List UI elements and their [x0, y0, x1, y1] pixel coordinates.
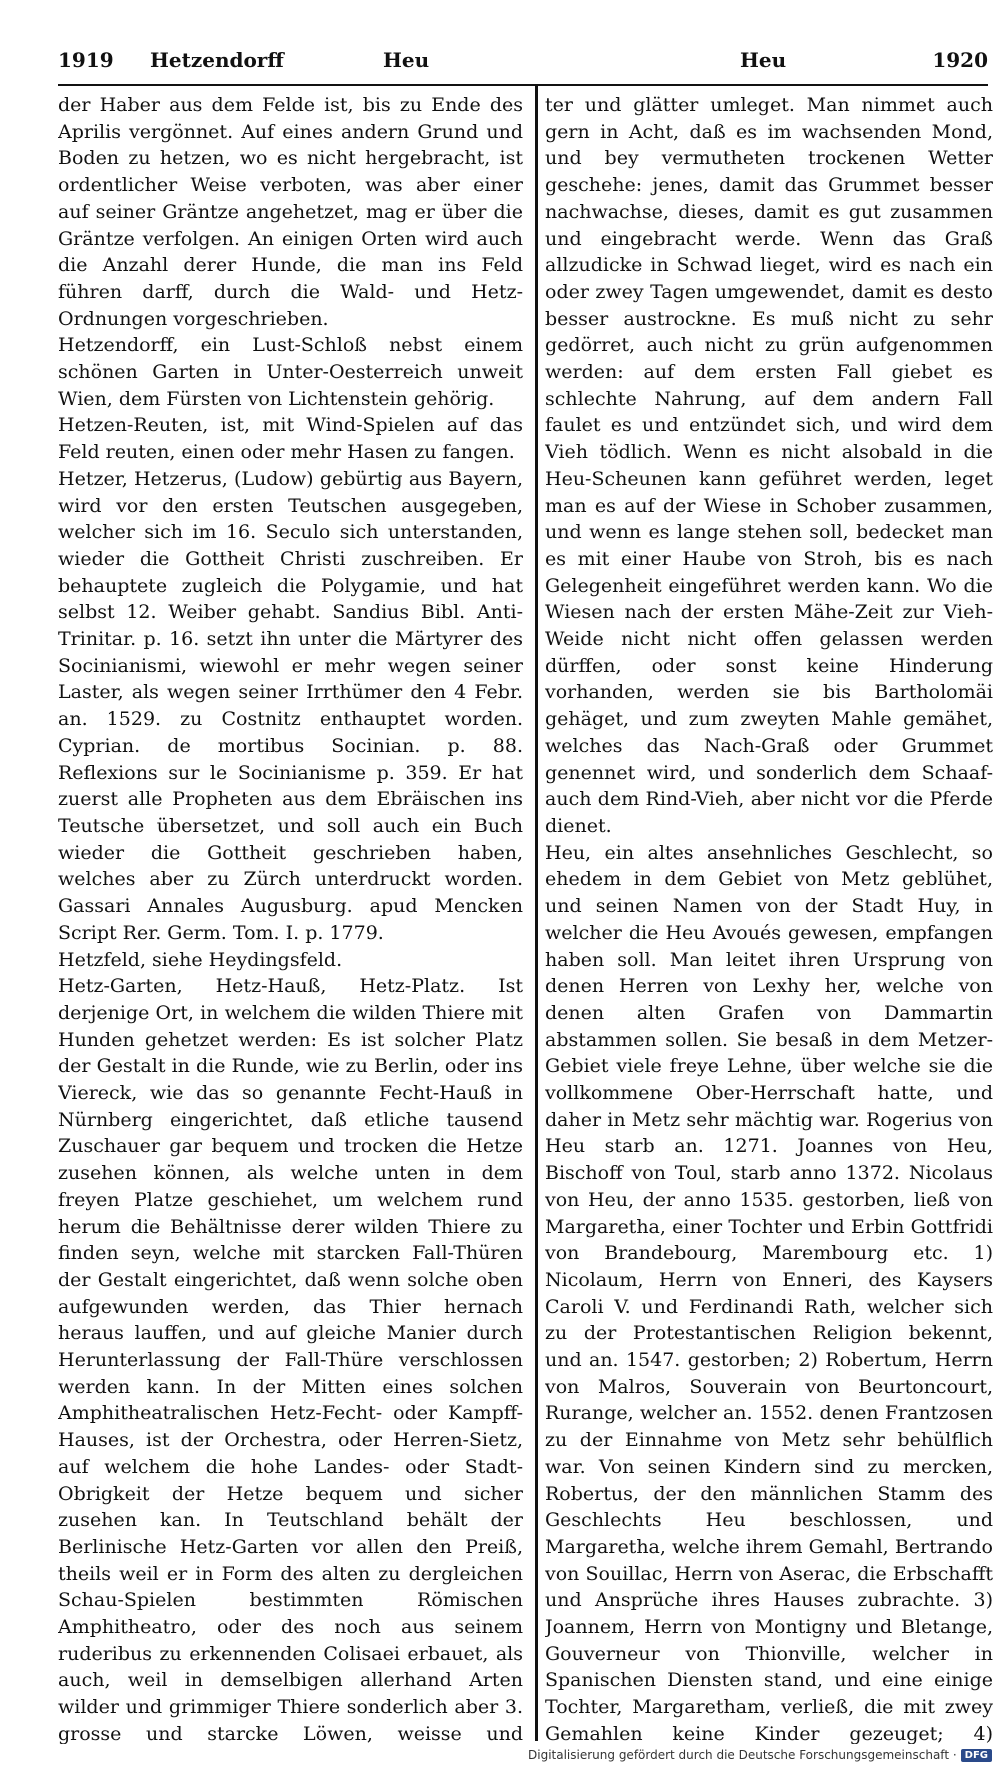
left-paragraph-3: Hetzer, Hetzerus, (Ludow) gebürtig aus Bayern, wird vor den ersten Teutschen ausgegeben, welcher sich im 16. Seculo sich unterstanden, wieder die Gottheit Christi zuschreiben. Er behauptete zugleich die Polygamie, und hat selbst 12. Weiber gehabt. Sandius Bibl. Anti-Trinitar. p. 16. setzt ihn unter die Märtyrer des Socinianismi, wiewohl er mehr wegen seiner Laster, als wegen seiner Irrthümer den 4 Febr. an. 1529. zu Costnitz enthauptet worden. Cyprian. de mortibus Socinian. p. 88. Reflexions sur le Socinianisme p. 359. Er hat zuerst alle Propheten aus dem Ebräischen ins Teutsche übersetzet, und soll auch ein Buch wieder die Gottheit geschrieben haben, welches aber zu Zürch unterdruckt worden. Gassari Annales Augusburg. apud Mencken Script Rer. Germ. Tom. I. p. 1779. — [58, 467, 523, 944]
catchword-right: Heu — [740, 48, 787, 72]
catchword-left-1: Hetzendorff — [150, 48, 284, 72]
left-paragraph-4: Hetzfeld, siehe Heydingsfeld. — [58, 948, 343, 971]
left-paragraph-2: Hetzen-Reuten, ist, mit Wind-Spielen auf das Feld reuten, einen oder mehr Hasen zu fangen. — [58, 414, 523, 464]
dfg-logo-icon: DFG — [961, 1749, 992, 1762]
page-number-left: 1919 — [58, 48, 114, 72]
right-paragraph-1: Heu, ein altes ansehnliches Geschlecht, so ehedem in dem Gebiet von Metz geblühet, und seinen Namen von der Stadt Huy, in welcher die Heu Avoués gewesen, empfangen haben soll. Man leitet ihren Ursprung von denen Herren von Lexhy her, welche von denen alten Grafen von Dammartin abstammen sollen. Sie besaß in dem Metzer-Gebiet viele freye Lehne, über welche sie die vollkommene Ober-Herrschaft hatte, und daher in Metz sehr mächtig war. Rogerius von Heu starb an. 1271. Joannes von Heu, Bischoff von Toul, starb anno 1372. Nicolaus von Heu, der anno 1535. gestorben, ließ von Margaretha, einer Tochter und Erbin Gottfridi von Brandebourg, Marembourg etc. 1) Nicolaum, Herrn von Enneri, des Kaysers Caroli V. und Ferdinandi Rath, welcher sich zu der Protestantischen Religion bekennt, und an. 1547. gestorben; 2) Robertum, Herrn von Malros, Souverain von Beurtoncourt, Rurange, welcher an. 1552. denen Frantzosen zu der Einnahme von Metz sehr behülflich war. Von seinen Kindern sind zu mercken, Robertus, der den männlichen Stamm des Geschlechts Heu beschlossen, und Margaretha, welche ihrem Gemahl, Bertrando von Souillac, Herrn von Aserac, die Erbschafft und Ansprüche ihres Hauses zubrachte. 3) Joannem, Herrn von Montigny und Bletange, Gouverneur von Thionville, welcher in Spanischen Diensten stand, und eine einige Tochter, Margaretham, verließ, die mit zwey Gemahlen keine Kinder gezeuget; 4) — [545, 841, 993, 1744]
column-rule — [535, 86, 538, 1741]
footer-text: Digitalisierung gefördert durch die Deutsche Forschungsgemeinschaft · — [528, 1748, 957, 1762]
digitization-credit — [528, 1744, 992, 1766]
left-column — [58, 92, 523, 1744]
header-rule — [58, 84, 988, 86]
left-paragraph-1: Hetzendorff, ein Lust-Schloß nebst einem schönen Garten in Unter-Oesterreich unweit Wien, dem Fürsten von Lichtenstein gehörig. — [58, 334, 523, 410]
right-column — [545, 92, 993, 1744]
catchword-left-2: Heu — [383, 48, 430, 72]
page-number-right: 1920 — [932, 48, 988, 72]
page-header — [58, 48, 988, 78]
left-paragraph-5: Hetz-Garten, Hetz-Hauß, Hetz-Platz. Ist derjenige Ort, in welchem die wilden Thiere mit Hunden gehetzet werden: Es ist solcher Platz der Gestalt in die Runde, wie zu Berlin, oder ins Viereck, wie das so genannte Fecht-Hauß in Nürnberg eingerichtet, daß etliche tausend Zuschauer gar bequem und trocken die Hetze zusehen können, als welche unten in dem freyen Platze geschiehet, um welchem rund herum die Behältnisse derer wilden Thiere zu finden seyn, welche mit starcken Fall-Thüren der Gestalt eingerichtet, daß wenn solche oben aufgewunden werden, das Thier hernach heraus lauffen, und auf gleiche Manier durch Herunterlassung der Fall-Thüre verschlossen werden kann. In der Mitten eines solchen Amphitheatralischen Hetz-Fecht- oder Kampff-Hauses, ist der Orchestra, oder Herren-Sietz, auf welchem die hohe Landes- oder Stadt-Obrigkeit der Hetze bequem und sicher zusehen kan. In Teutschland behält der Berlinische Hetz-Garten vor allen den Preiß, theils weil er in Form des alten zu dergleichen Schau-Spielen bestimmten Römischen Amphitheatro, oder des noch aus seinem ruderibus zu erkennenden Colisaei erbauet, als auch, weil in demselbigen allerhand Arten wilder und grimmiger Thiere sonderlich aber 3. grosse und starcke Löwen, weisse und — [58, 975, 523, 1744]
left-paragraph-0: der Haber aus dem Felde ist, bis zu Ende des Aprilis vergönnet. Auf eines andern Grund und Boden zu hetzen, wo es nicht hergebracht, ist ordentlicher Weise verboten, was aber einer auf seiner Gräntze angehetzet, mag er über die Gräntze verfolgen. An einigen Orten wird auch die Anzahl derer Hunde, die man ins Feld führen darff, durch die Wald- und Hetz-Ordnungen vorgeschrieben. — [58, 94, 523, 330]
right-paragraph-0: ter und glätter umleget. Man nimmet auch gern in Acht, daß es im wachsenden Mond, und bey vermutheten trockenen Wetter geschehe: jenes, damit das Grummet besser nachwachse, dieses, damit es gut zusammen und eingebracht werde. Wenn das Graß allzudicke in Schwad lieget, wird es nach ein oder zwey Tagen umgewendet, damit es desto besser austrockne. Es muß nicht zu sehr gedörret, auch nicht zu grün aufgenommen werden: auf dem ersten Fall giebet es schlechte Nahrung, auf dem andern Fall faulet es und entzündet sich, und wird dem Vieh tödlich. Wenn es nicht alsobald in die Heu-Scheunen kann geführet werden, leget man es auf der Wiese in Schober zusammen, und wenn es lange stehen soll, bedecket man es mit einer Haube von Stroh, bis es nach Gelegenheit eingeführet werden kann. Wo die Wiesen nach der ersten Mähe-Zeit zur Vieh-Weide nicht nicht offen gelassen werden dürffen, oder sonst keine Hinderung vorhanden, werden sie bis Bartholomäi gehäget, und zum zweyten Mahle gemähet, welches das Nach-Graß oder Grummet genennet wird, und sonderlich dem Schaaf- auch dem Rind-Vieh, aber nicht vor die Pferde dienet. — [545, 94, 993, 837]
